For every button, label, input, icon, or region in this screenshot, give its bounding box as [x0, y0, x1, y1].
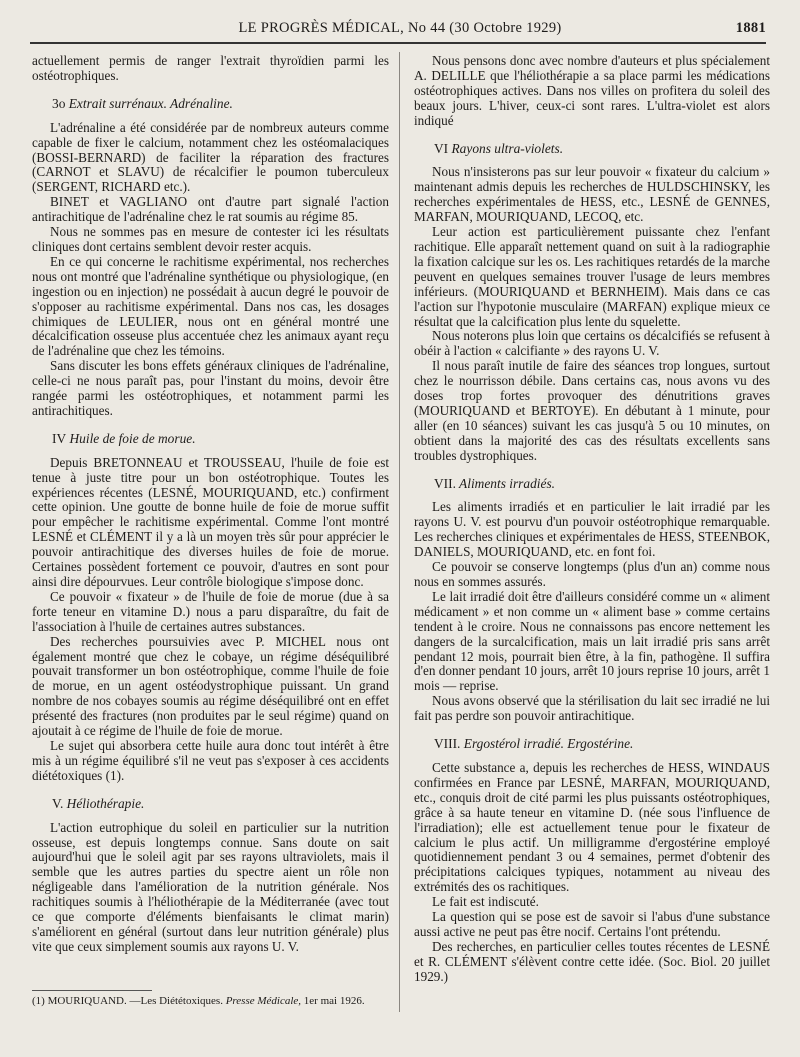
paragraph: Nous n'insisterons pas sur leur pouvoir « fixateur du calcium » maintenant admis depuis les recherches de HULDSCHINSKY, les recherches expérimentales de HESS, etc., LESNÉ de GENNES, MARFAN, MOURIQUAND, LECOQ, etc. [414, 164, 770, 225]
paragraph: Depuis BRETONNEAU et TROUSSEAU, l'huile de foie est tenue à juste titre pour un bon ostéotrophique. Toutes les expériences récentes (LESNÉ, MOURIQUAND, etc.) confirment cette opinion. Une goutte de bonne huile de foie de morue suffit pour empêcher le rachitisme expérimental. Comme l'ont montré LESNÉ et CLÉMENT il y a là un moyen très sûr pour apprécier le pouvoir antirachitique des diverses huiles de foie de morue. Certaines possèdent fortement ce pouvoir, d'autres en sont pour ainsi dire dépourvues. Leur contrôle biologique s'impose donc. [32, 454, 389, 589]
running-header [30, 18, 770, 40]
paragraph: Des recherches poursuivies avec P. MICHEL nous ont également montré que chez le cobaye, un régime déséquilibré pouvait transformer un bon ostéotrophique, comme l'huile de foie de morue, en un agent ostéodystrophique puissant. Un grand nombre de nos cobayes soumis au régime déséquilibré ont en effet présenté des fractures (non produites par le seul régime) quand on ajoutait à ce régime de l'huile de foie de morue. [32, 633, 389, 739]
section-title: Aliments irradiés. [459, 475, 556, 491]
section-title: Ergostérol irradié. Ergostérine. [463, 736, 634, 752]
paragraph: Sans discuter les bons effets généraux cliniques de l'adrénaline, celle-ci ne nous paraît pas, pour l'instant du moins, devoir être rangée parmi les ostéotrophiques, et notamment parmi les antirachitiques. [32, 358, 389, 418]
section-title: Héliothérapie. [66, 795, 145, 811]
footnote-date: 1er mai 1926. [303, 995, 365, 1007]
paragraph: Le sujet qui absorbera cette huile aura donc tout intérêt à être mis à un régime équilibré s'il ne veut pas s'exposer à ces accidents diététoxiques (1). [32, 737, 389, 783]
paragraph: L'action eutrophique du soleil en particulier sur la nutrition osseuse, est depuis longtemps connue. Sans doute on sait aujourd'hui que le soleil agit par ses rayons ultraviolets, mais il semble que les autres parties du spectre aient un rôle non négligeable dans l'amélioration de la nutrition générale. Nos rachitiques soumis à l'héliothérapie de la Méditerranée (avec tout ce que comporte d'éléments bienfaisants le climat marin) s'améliorent en général (surtout dans leur nutrition générale) plus vite que ceux simplement soumis aux rayons U. V. [32, 819, 389, 954]
header-rule [30, 42, 766, 44]
section-title: Extrait surrénaux. Adrénaline. [68, 95, 233, 111]
paragraph: Des recherches, en particulier celles toutes récentes de LESNÉ et R. CLÉMENT s'élèvent contre cette idée. (Soc. Biol. 20 juillet 1929.) [414, 938, 770, 984]
paragraph: Leur action est particulièrement puissante chez l'enfant rachitique. Elle apparaît nettement quand on suit à la radiographie la fixation calcique sur les os. Les rachitiques retardés de la marche peuvent en quelques semaines trouver l'usage de leurs membres inférieurs. (MOURIQUAND et BERNHEIM). Mais dans ce cas l'action sur l'hypotonie musculaire (MARFAN) explique mieux ce résultat que la calcification plus lente du squelette. [414, 224, 770, 329]
footnote-text: —Les Diététoxiques. [129, 995, 223, 1007]
section-number: VII. [434, 475, 456, 491]
section-number: VI [434, 140, 449, 156]
section-number: 3o [52, 95, 66, 111]
paragraph: BINET et VAGLIANO ont d'autre part signalé l'action antirachitique de l'adrénaline chez le rat soumis au régime 85. [32, 194, 389, 225]
paragraph: actuellement permis de ranger l'extrait thyroïdien parmi les ostéotrophiques. [32, 53, 389, 83]
footnote [32, 995, 402, 1008]
paragraph: Les aliments irradiés et en particulier le lait irradié par les rayons U. V. est pourvu d'un pouvoir ostéotrophique remarquable. Les recherches cliniques et expérimentales de HESS, STEENBOK, DANIELS, MOURIQUAND, etc. en font foi. [414, 499, 770, 560]
paragraph: Nous ne sommes pas en mesure de contester ici les résultats cliniques dont certains semblent devoir rester acquis. [32, 224, 389, 254]
paragraph: Le fait est indiscuté. [432, 894, 539, 910]
section-number: IV [52, 430, 67, 446]
paragraph: En ce qui concerne le rachitisme expérimental, nos recherches nous ont montré que l'adrénaline synthétique ou physiologique, (en ingestion ou en injection) ne possédait à aucun degré le pouvoir de s'opposer au rachitisme expérimental. Dans nos cas, les dosages chimiques de LEULIER, nous ont en général montré une décalcification osseuse plus accentuée chez les animaux ayant reçu de l'adrénaline que chez les témoins. [32, 253, 389, 359]
paragraph: Nous avons observé que la stérilisation du lait sec irradié ne lui fait pas perdre son pouvoir antirachitique. [414, 693, 770, 724]
paragraph: Ce pouvoir se conserve longtemps (plus d'un an) comme nous nous en sommes assurés. [414, 559, 770, 589]
section-heading [414, 477, 770, 492]
paragraph: L'adrénaline a été considérée par de nombreux auteurs comme capable de fixer le calcium, notamment chez les ostéomalaciques (BOSSI-BERNARD) de faciliter la réparation des fractures (CARNOT et SLAVU) de récalcifier le poumon tuberculeux (SERGENT, RICHARD etc.). [32, 119, 389, 195]
footnote-marker: (1) [32, 995, 45, 1007]
paragraph: La question qui se pose est de savoir si l'abus d'une substance aussi active ne peut pas être nocif. Certains l'ont prétendu. [414, 909, 770, 939]
column-divider [399, 52, 400, 1012]
section-heading [32, 97, 389, 112]
paragraph: Nous noterons plus loin que certains os décalcifiés se refusent à obéir à l'action « calcifiante » des rayons U. V. [414, 328, 770, 359]
section-number: VIII. [434, 736, 461, 752]
running-title: LE PROGRÈS MÉDICAL, No 44 (30 Octobre 1929) [238, 20, 562, 36]
section-title: Rayons ultra-violets. [451, 140, 564, 156]
footnote-author: MOURIQUAND. [47, 995, 127, 1007]
section-title: Huile de foie de morue. [69, 430, 196, 446]
paragraph: Il nous paraît inutile de faire des séances trop longues, surtout chez le nourrisson débile. Dans certains cas, nous avons vu des doses trop fortes provoquer des dénutritions graves (MOURIQUAND et BERTOYE). En débutant à 1 minute, pour aller (en 10 séances) suivant les cas jusqu'à 5 ou 10 minutes, on obtient dans la majorité des cas des résultats excellents sans troubles dystrophiques. [414, 358, 770, 463]
paragraph: Ce pouvoir « fixateur » de l'huile de foie de morue (due à sa forte teneur en vitamine D.) nous a paru disparaître, du fait de l'association à l'huile de certaines autres substances. [32, 588, 389, 634]
footnote-source: Presse Médicale, [225, 995, 302, 1007]
footnote-rule [32, 990, 152, 991]
right-column [414, 54, 770, 985]
left-column [32, 54, 389, 955]
section-heading [32, 797, 389, 812]
section-heading [414, 737, 770, 752]
paragraph: Nous pensons donc avec nombre d'auteurs et plus spécialement A. DELILLE que l'héliothérapie a sa place parmi les médications ostéotrophiques actives. Dans nos villes on profitera du soleil des beaux jours. L'hiver, ceux-ci sont rares. L'ultra-violet est alors indiqué [414, 53, 770, 128]
section-heading [32, 432, 389, 447]
paragraph: Le lait irradié doit être d'ailleurs considéré comme un « aliment médicament » et non comme un « aliment base » comme certains tendent à le croire. Nous ne connaissons pas encore nettement les dangers de la surcalcification, mais un lait irradié pris sans arrêt pendant 12 mois, pourrait bien être, à la fin, pathogène. Il suffira d'en donner pendant 10 jours, arrêt 10 jours reprise 10 jours, arrêt 1 mois — reprise. [414, 588, 770, 694]
page-number: 1881 [735, 20, 766, 36]
paragraph: Cette substance a, depuis les recherches de HESS, WINDAUS confirmées en France par LESNÉ, MARFAN, MOURIQUAND, etc., conquis droit de cité parmi les plus puissants ostéotrophiques, grâce à sa haute teneur en vitamine D. (née sous l'influence de l'irradiation); elle est actuellement tenue pour le fixateur de calcium le plus actif. Un milligramme d'ergostérine employé quotidiennement pendant 3 ou 4 semaines, permet d'obtenir des précipitations calciques typiques, notamment au niveau des extrémités des os rachitiques. [414, 759, 770, 895]
section-number: V. [52, 795, 64, 811]
section-heading [414, 142, 770, 157]
